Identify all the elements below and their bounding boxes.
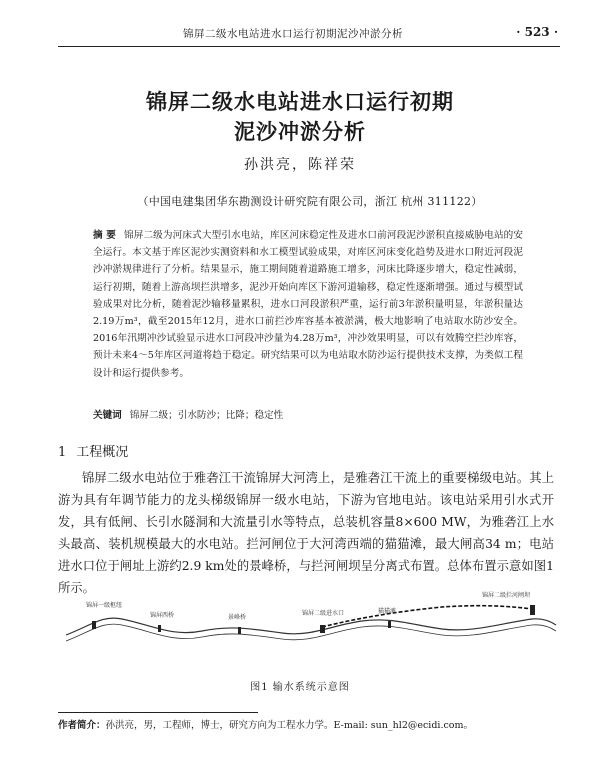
label-dam: 锦屏二级拦河闸坝 — [482, 592, 531, 599]
paper-title-line1: 锦屏二级水电站进水口运行初期 — [146, 90, 454, 114]
water-conveyance-diagram — [62, 585, 558, 667]
author-footnote — [58, 717, 473, 731]
section-title: 工程概况 — [76, 445, 129, 460]
section-paragraph: 锦屏二级水电站位于雅砻江干流锦屏大河湾上，是雅砻江干流上的重要梯级电站。其上游为具有年调节能力的龙头梯级锦屏一级水电站，下游为官地电站。该电站采用引水式开发，具有低闸、长引水隧洞和大流量引水等特点，总装机容量8×600 MW，为雅砻江上水头最高、装机规模最大的水电站。拦河闸位于大河湾西端的猫猫滩，最大闸高34 m；电站进水口位于闸址上游约2.9 km处的景峰桥，与拦河闸坝呈分离式布置。总体布置示意如图1所示。 — [58, 471, 554, 595]
running-header — [58, 22, 560, 47]
keywords — [93, 407, 523, 424]
figure-caption: 图1 输水系统示意图 — [250, 682, 350, 693]
intake-marker — [320, 625, 325, 633]
abstract — [93, 227, 523, 382]
headrace-tunnel — [322, 606, 532, 627]
authors: 孙洪亮，陈祥荣 — [244, 157, 356, 173]
footnote-divider — [58, 712, 258, 713]
label-jingfengqiao: 景峰桥 — [228, 614, 247, 621]
keywords-label: 关键词 — [93, 410, 122, 421]
running-title: 锦屏二级水电站进水口运行初期泥沙冲淤分析 — [183, 28, 403, 40]
label-xiqiao: 锦屏西桥 — [150, 612, 175, 619]
section-heading — [58, 441, 128, 460]
page-number: · 523 · — [516, 25, 558, 39]
paper-title — [0, 87, 600, 147]
label-intake: 锦屏二级进水口 — [302, 610, 345, 617]
label-maomaotan: 猫猫滩 — [378, 608, 397, 615]
footnote-label: 作者简介： — [58, 720, 106, 731]
maomaotan-marker — [388, 621, 391, 628]
affiliation: （中国电建集团华东勘测设计研究院有限公司，浙江 杭州 311122） — [137, 195, 483, 208]
keywords-text: 锦屏二级；引水防沙；比降；稳定性 — [129, 410, 284, 421]
jingfengqiao-marker — [238, 627, 241, 634]
abstract-text: 锦屏二级为河床式大型引水电站，库区河床稳定性及进水口前河段泥沙淤积直接威胁电站的安全运行。本文基于库区泥沙实测资料和水工模型试验成果，对库区河床变化趋势及进水口附近河段泥沙冲淤规律进行了分析。结果显示，施工期间随着道路施工增多，河床比降逐步增大，稳定性减弱，运行初期，随着上游高坝拦洪增多，泥沙开始向库区下游河道输移，稳定性逐渐增强。通过与模型试验成果对比分析，随着泥沙输移量累积，进水口河段淤积严重，运行前3年淤积量明显，年淤积量达2.19万m³，截至2015年12月，进水口前拦沙库容基本被淤满，极大地影响了电站取水防沙安全。2016年汛期冲沙试验显示进水口河段冲沙量为4.28万m³，冲沙效果明显，可以有效腾空拦沙库容，预计未来4～5年库区河道将趋于稳定。研究结果可以为电站取水防沙运行提供技术支撑，为类似工程设计和运行提供参考。 — [93, 230, 524, 379]
dam-marker — [530, 605, 535, 615]
jinping1-marker — [92, 621, 96, 629]
label-jinping1: 锦屏一级枢纽 — [86, 602, 123, 609]
paper-title-line2: 泥沙冲淤分析 — [234, 120, 366, 144]
river-course — [66, 618, 556, 635]
xiqiao-marker — [158, 625, 161, 632]
abstract-label: 摘 要 — [93, 230, 116, 241]
footnote-text: 孙洪亮，男，工程师，博士，研究方向为工程水力学。E-mail: sun_hl2@ecidi.com。 — [105, 720, 474, 731]
section-number: 1 — [58, 445, 67, 460]
